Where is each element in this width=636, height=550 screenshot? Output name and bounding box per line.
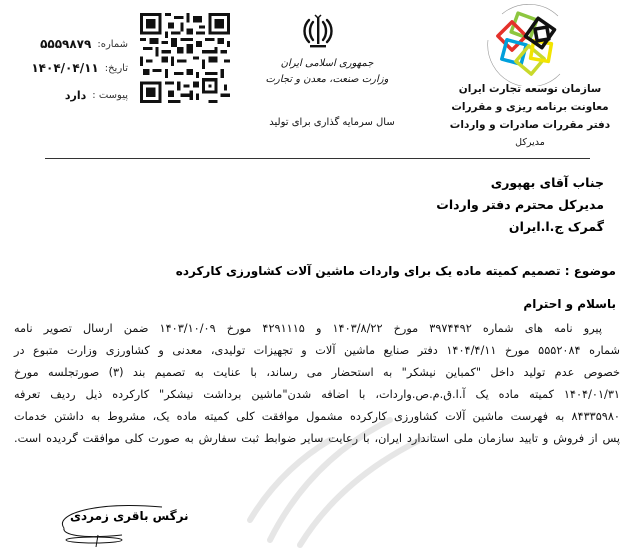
letter-date-row <box>8 60 128 76</box>
signatory-name: نرگس باقری زمردی <box>70 509 189 523</box>
organization-line-2: معاونت برنامه ریزی و مقررات <box>451 101 609 113</box>
addressee-title: مدیرکل محترم دفتر واردات <box>436 197 604 212</box>
government-line-1: جمهوری اسلامی ایران <box>280 58 374 69</box>
organization-line-1: سازمان توسعه تجارت ایران <box>458 83 602 95</box>
letter-attachment-label: پیوست : <box>92 89 128 101</box>
letter-attachment-row <box>8 87 128 103</box>
letter-number-value: ۵۵۵۹۸۷۹ <box>40 37 92 51</box>
letter-body <box>14 318 620 450</box>
header-separator <box>45 158 590 159</box>
letter-attachment-value: دارد <box>64 88 87 102</box>
body-line: پس از فروش و تایید سازمان ملی استاندارد ایران، با رعایت سایر ضوابط ثبت سفارش به صورت کلی موافقت گردیده است. <box>14 432 620 445</box>
organization-line-3: دفتر مقررات صادرات و واردات <box>449 119 611 131</box>
letter-subject: موضوع : تصمیم کمیته ماده یک برای واردات ماشین آلات کشاورزی کارکرده <box>175 264 616 278</box>
government-title <box>262 56 392 88</box>
addressee-block <box>436 172 604 238</box>
letter-date-value: ۱۴۰۴/۰۴/۱۱ <box>31 61 99 75</box>
letter-number-row <box>8 36 128 52</box>
organization-title <box>440 80 620 152</box>
body-line: شماره ۵۵۵۲۰۸۴ مورخ ۱۴۰۴/۴/۱۱ دفتر صنایع ماشین آلات و تجهیزات تولیدی، معدنی و کشاورزی وزارت متبوع در <box>14 344 620 357</box>
letter-greeting: باسلام و احترام <box>523 297 616 311</box>
organization-line-4: مدیرکل <box>515 137 545 148</box>
letter-date-label: تاریخ: <box>104 62 128 74</box>
qr-code-icon <box>140 13 230 103</box>
body-line: پیرو نامه های شماره ۳۹۷۴۴۹۲ مورخ ۱۴۰۳/۸/۲۲ و ۴۲۹۱۱۱۵ مورخ ۱۴۰۳/۱۰/۰۹ ضمن ارسال تصویر نامه <box>14 322 602 335</box>
letter-number-label: شماره: <box>97 38 128 50</box>
body-line: ۸۴۳۳۵۹۸۰ به فهرست ماشین آلات کشاورزی کارکرده مشمول موافقت کلی کمیته ماده یک، مشروط به داشتن خدمات <box>14 410 620 423</box>
year-slogan: سال سرمایه گذاری برای تولید <box>269 117 395 128</box>
signature-block <box>52 495 189 547</box>
addressee-name: جناب آقای بهپوری <box>490 175 604 190</box>
trade-promotion-organization-logo-icon <box>480 4 590 86</box>
government-line-2: وزارت صنعت، معدن و تجارت <box>265 74 389 85</box>
body-line: خصوص عدم تولید داخل "کمباین نیشکر" به استحضار می رساند، با عنایت به تصمیم بند (۳) صورتجلسه مورخ <box>14 366 620 379</box>
addressee-organization: گمرک ج.ا.ایران <box>508 219 604 234</box>
body-line: ۱۴۰۴/۰۱/۳۱ کمیته ماده یک آ.ا.ق.م.ص.واردات، با اضافه شدن"ماشین برداشت نیشکر" کارکرده ذیل ردیف تعرفه <box>14 388 620 401</box>
iran-emblem-icon <box>300 12 336 50</box>
